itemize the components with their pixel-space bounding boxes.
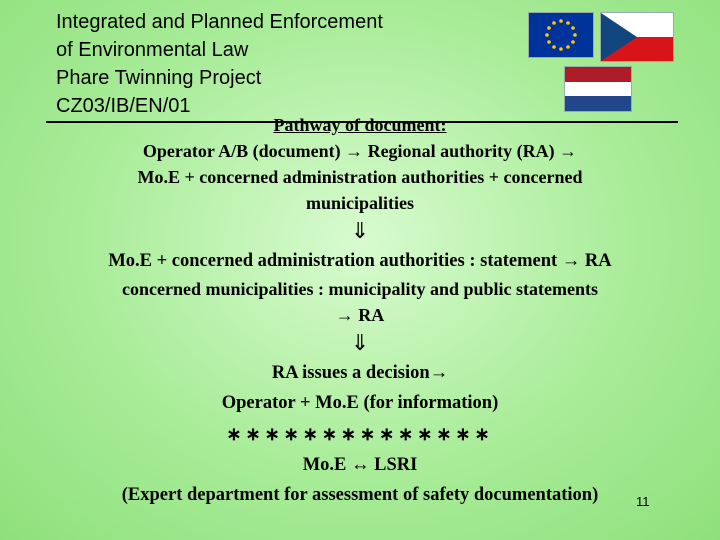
star-separator: ∗∗∗∗∗∗∗∗∗∗∗∗∗∗ <box>226 424 494 444</box>
step2-line2: concerned municipalities : municipality and public statements <box>121 279 598 299</box>
down-arrow-icon: ⇓ <box>350 218 370 243</box>
netherlands-flag-icon <box>564 66 632 112</box>
header-line-1: Integrated and Planned Enforcement <box>56 11 383 33</box>
step3-line1: RA issues a decision→ <box>271 363 449 383</box>
step2-line3: → RA <box>335 305 385 325</box>
step2-line1: Mo.E + concerned administration authorities : statement → RA <box>108 251 612 271</box>
slide-number: 11 <box>636 494 650 509</box>
step1-line1: Operator A/B (document) → Regional authority (RA) → <box>142 141 578 161</box>
czech-flag-icon <box>600 12 674 62</box>
slide-title: Pathway of document: <box>273 115 447 135</box>
step1-line3: municipalities <box>305 193 414 213</box>
header-line-4: CZ03/IB/EN/01 <box>56 95 191 117</box>
step3-line2: Operator + Mo.E (for information) <box>221 393 499 413</box>
step4-line1: Mo.E ↔ LSRI <box>302 455 418 475</box>
step1-line2: Mo.E + concerned administration authorities + concerned <box>137 167 583 187</box>
header-line-2: of Environmental Law <box>56 39 249 61</box>
project-header <box>56 8 383 120</box>
slide-body <box>50 112 670 510</box>
step4-line2: (Expert department for assessment of safety documentation) <box>121 485 599 505</box>
header-line-3: Phare Twinning Project <box>56 67 262 89</box>
eu-flag-icon <box>528 12 594 58</box>
down-arrow-icon: ⇓ <box>350 330 370 355</box>
